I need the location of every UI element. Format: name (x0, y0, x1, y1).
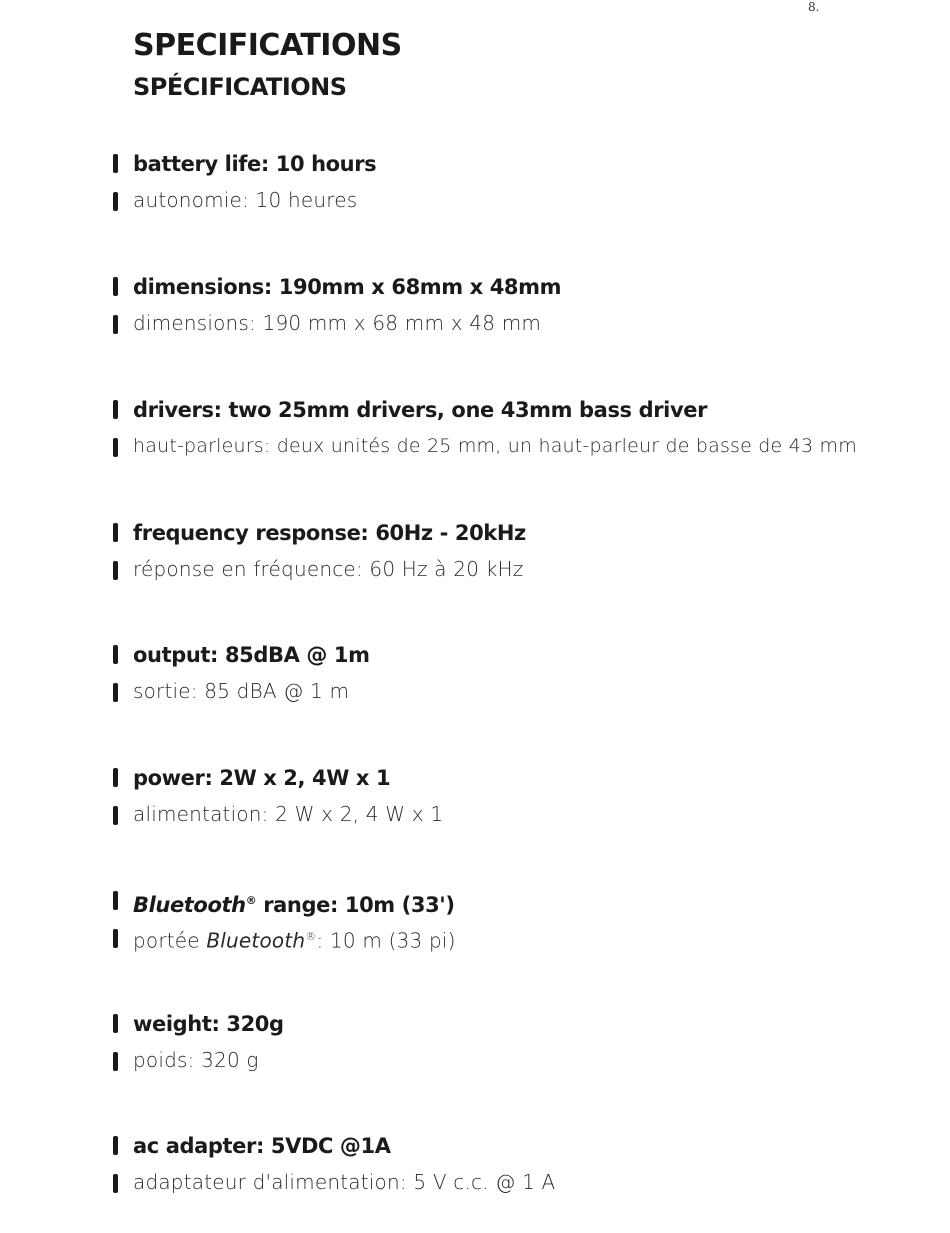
spec-french-text: alimentation: 2 W x 2, 4 W x 1 (133, 802, 444, 826)
page-title-french: SPÉCIFICATIONS (133, 73, 347, 101)
spec-french-text: adaptateur d'alimentation: 5 V c.c. @ 1 A (133, 1170, 556, 1194)
bullet-bar-icon (113, 154, 118, 173)
spec-french-text: autonomie: 10 heures (133, 188, 358, 212)
registered-mark: ® (245, 894, 257, 907)
spec-english-line (113, 885, 456, 921)
spec-french-line (113, 430, 857, 466)
spec-english-text: power: 2W x 2, 4W x 1 (133, 766, 391, 790)
spec-english-text: dimensions: 190mm x 68mm x 48mm (133, 275, 562, 299)
page-number: 8. (808, 0, 820, 14)
spec-english-line (113, 639, 370, 675)
registered-mark: ® (305, 930, 317, 943)
bullet-bar-icon (113, 438, 118, 457)
spec-french-text: haut-parleurs: deux unités de 25 mm, un haut-parleur de basse de 43 mm (133, 435, 857, 457)
spec-english-line (113, 394, 857, 430)
spec-french-line (113, 184, 376, 220)
spec-french-text: dimensions: 190 mm x 68 mm x 48 mm (133, 311, 542, 335)
bullet-bar-icon (113, 768, 118, 787)
bluetooth-brand-text: Bluetooth (206, 928, 306, 953)
bullet-bar-icon (113, 561, 118, 580)
bullet-bar-icon (113, 929, 118, 948)
spec-french-line (113, 798, 443, 834)
spec-english-text: range: 10m (33') (256, 893, 455, 917)
bullet-bar-icon (113, 277, 118, 296)
spec-english-text: frequency response: 60Hz - 20kHz (133, 521, 526, 545)
spec-french-line (113, 675, 370, 711)
spec-english-line (113, 1008, 284, 1044)
spec-english-text: drivers: two 25mm drivers, one 43mm bass driver (133, 398, 708, 422)
spec-battery-life (113, 148, 376, 220)
spec-english-text: output: 85dBA @ 1m (133, 643, 370, 667)
bullet-bar-icon (113, 683, 118, 702)
spec-english-line (113, 762, 443, 798)
spec-french-line (113, 553, 526, 589)
spec-english-line (113, 517, 526, 553)
spec-french-line (113, 1166, 555, 1202)
bullet-bar-icon (113, 806, 118, 825)
spec-drivers (113, 394, 857, 466)
spec-english-text: battery life: 10 hours (133, 152, 377, 176)
spec-weight (113, 1008, 284, 1080)
bullet-bar-icon (113, 192, 118, 211)
bullet-bar-icon (113, 891, 118, 910)
bullet-bar-icon (113, 400, 118, 419)
spec-dimensions (113, 271, 561, 343)
bullet-bar-icon (113, 1174, 118, 1193)
bullet-bar-icon (113, 1052, 118, 1071)
spec-power (113, 762, 443, 834)
bluetooth-brand-text: Bluetooth (133, 893, 246, 917)
spec-french-text: : 10 m (33 pi) (316, 928, 456, 953)
bullet-bar-icon (113, 1014, 118, 1033)
spec-french-text: poids: 320 g (133, 1048, 259, 1072)
spec-english-line (113, 148, 376, 184)
spec-french-prefix: portée (133, 928, 207, 953)
bullet-bar-icon (113, 645, 118, 664)
spec-french-text: sortie: 85 dBA @ 1 m (133, 679, 350, 703)
spec-french-line (113, 307, 561, 343)
spec-english-line (113, 271, 561, 307)
spec-english-text: ac adapter: 5VDC @1A (133, 1134, 391, 1158)
spec-output (113, 639, 370, 711)
spec-french-text: réponse en fréquence: 60 Hz à 20 kHz (133, 557, 524, 581)
spec-frequency-response (113, 517, 526, 589)
spec-bluetooth-range (113, 885, 456, 957)
spec-english-text: weight: 320g (133, 1012, 284, 1036)
bullet-bar-icon (113, 315, 118, 334)
spec-ac-adapter (113, 1130, 555, 1202)
bullet-bar-icon (113, 1136, 118, 1155)
spec-french-line (113, 921, 456, 957)
bullet-bar-icon (113, 523, 118, 542)
spec-french-line (113, 1044, 284, 1080)
page-title-english: SPECIFICATIONS (133, 28, 402, 63)
spec-english-line (113, 1130, 555, 1166)
